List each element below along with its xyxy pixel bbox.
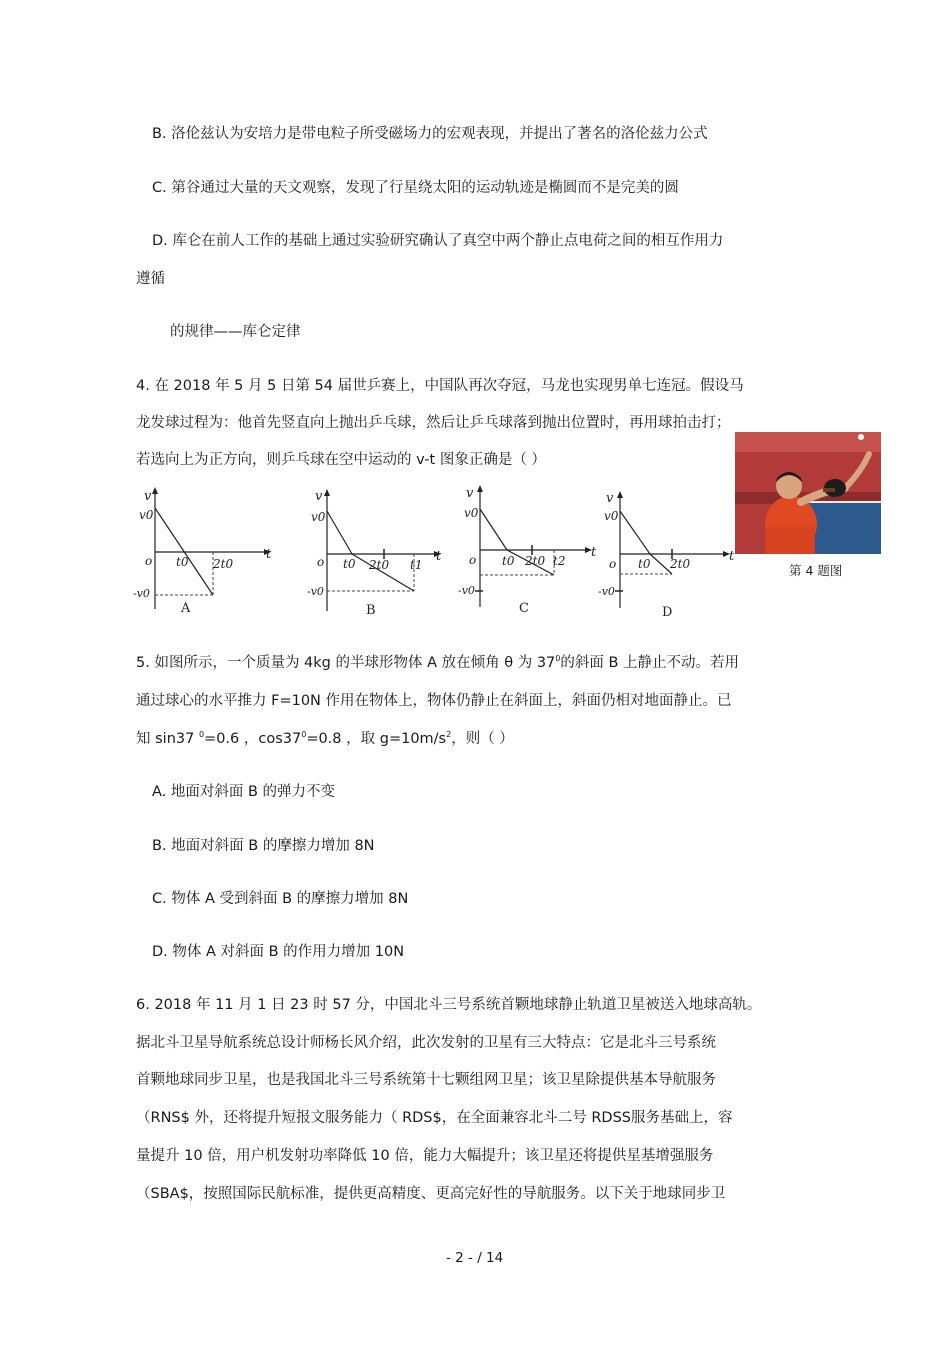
q5-option-b: B. 地面对斜面 B 的摩擦力增加 8N [152,838,375,854]
axis-t-label: t [436,549,442,564]
q4-stem-line1: 4. 在 2018 年 5 月 5 日第 54 届世乒赛上，中国队再次夺冠，马龙也实现男单七连冠。假设马 [136,378,744,394]
origin-label: o [469,553,477,567]
neg-v0-label: -v0 [307,585,324,598]
vt-graph-c [455,482,605,618]
q6-stem-line5: 量提升 10 倍，用户机发射功率降低 10 倍，能力大幅提升；该卫星还将提供星基增强服务 [136,1148,714,1164]
q5-stem-text: 知 sin37 [136,731,199,747]
2t0-label: 2t0 [213,557,234,571]
origin-label: o [609,557,617,571]
2t0-label: 2t0 [369,558,390,572]
q6-stem-line2: 据北斗卫星导航系统总设计师杨长风介绍，此次发射的卫星有三大特点：它是北斗三号系统 [136,1035,716,1051]
q5-stem-text: 5. 如图所示，一个质量为 4kg 的半球形物体 A 放在倾角 θ 为 37 [136,655,556,671]
graph-label-a: A [181,601,191,616]
2t0-label: 2t0 [525,554,546,568]
t0-label: t0 [502,554,515,568]
origin-label: o [145,554,153,568]
q3-option-b: B. 洛伦兹认为安培力是带电粒子所受磁场力的宏观表现，并提出了著名的洛伦兹力公式 [152,126,708,142]
degree-sup: 0 [301,730,307,740]
axis-t-label: t [591,545,597,560]
axis-t-label: t [266,547,272,562]
graph-label-d: D [662,605,673,620]
power-sup: 2 [446,730,452,740]
q4-stem-line3: 若选向上为正方向，则乒乓球在空中运动的 v-t 图象正确是（ ） [136,452,546,468]
q6-stem-line6: （SBA$，按照国际民航标准，提供更高精度、更高完好性的导航服务。以下关于地球同步卫 [136,1186,726,1202]
q5-option-a: A. 地面对斜面 B 的弹力不变 [152,784,336,800]
q4-stem-line2: 龙发球过程为：他首先竖直向上抛出乒乓球，然后让乒乓球落到抛出位置时，再用球拍击打； [136,415,731,431]
vt-graph-a [128,484,288,620]
q6-stem-line4: （RNS$ 外，还将提升短报文服务能力（ RDS$，在全面兼容北斗二号 RDSS服务基础上，容 [136,1110,733,1126]
axis-v-label: v [606,491,614,506]
q5-option-c: C. 物体 A 受到斜面 B 的摩擦力增加 8N [152,891,409,907]
q3-option-c: C. 第谷通过大量的天文观察，发现了行星绕太阳的运动轨迹是椭圆而不是完美的圆 [152,180,679,196]
page-number: - 2 - / 14 [446,1250,504,1266]
axis-v-label: v [466,486,474,501]
vt-graph-b [302,486,462,622]
axis-t-label: t [729,549,735,564]
origin-label: o [317,555,325,569]
v0-label: v0 [139,508,154,522]
t2-label: t2 [553,554,566,568]
t1-label: t1 [410,558,423,572]
figure-caption: 第 4 题图 [789,563,843,578]
q5-option-d: D. 物体 A 对斜面 B 的作用力增加 10N [152,944,405,960]
neg-v0-label: -v0 [133,587,150,600]
neg-v0-label: -v0 [458,584,475,597]
q5-stem-text: ，则（ ） [451,731,514,747]
v0-label: v0 [311,510,326,524]
t0-label: t0 [176,555,189,569]
neg-v0-label: -v0 [598,585,615,598]
t0-label: t0 [343,557,356,571]
graph-label-b: B [366,603,376,618]
degree-sup: 0 [198,730,205,740]
graph-label-c: C [519,601,529,616]
table-tennis-photo [735,432,881,554]
q3-option-d: D. 库仑在前人工作的基础上通过实验研究确认了真空中两个静止点电荷之间的相互作用力 [152,233,724,249]
q5-stem-line3 [136,729,514,749]
q5-stem-text: =0.8 ，取 g=10m/s [306,731,447,747]
q3-option-d-cont: 遵循 [136,271,165,287]
axis-v-label: v [144,489,152,504]
q5-stem-text: =0.6 ，cos37 [204,731,302,747]
q5-stem-line1 [136,653,739,673]
q6-stem-line3: 首颗地球同步卫星，也是我国北斗三号系统第十七颗组网卫星；该卫星除提供基本导航服务 [136,1072,716,1088]
vt-graph-d [595,488,740,624]
2t0-label: 2t0 [670,557,691,571]
v0-label: v0 [604,509,619,523]
degree-sup: 0 [555,654,561,664]
q3-option-d-cont2: 的规律——库仑定律 [170,324,301,340]
q6-stem-line1: 6. 2018 年 11 月 1 日 23 时 57 分，中国北斗三号系统首颗地球静止轨道卫星被送入地球高轨。 [136,997,762,1013]
v0-label: v0 [464,506,479,520]
t0-label: t0 [638,557,651,571]
q5-stem-line2: 通过球心的水平推力 F=10N 作用在物体上，物体仍静止在斜面上，斜面仍相对地面静止。已 [136,693,732,709]
q5-stem-text: 的斜面 B 上静止不动。若用 [560,655,740,671]
axis-v-label: v [315,489,323,504]
